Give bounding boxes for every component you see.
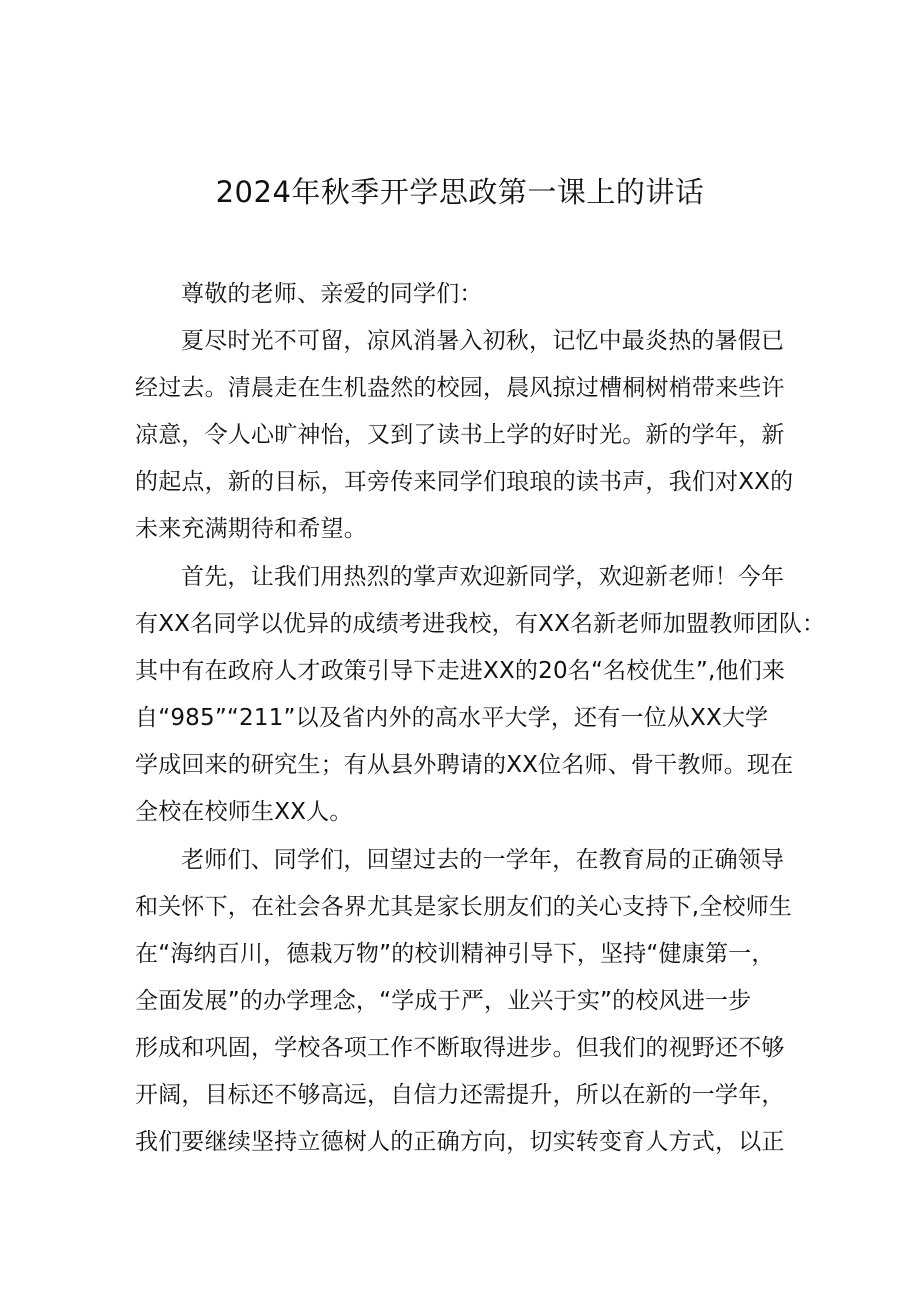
paragraph-2-line-5: 学成回来的研究生；有从县外聘请的XX位名师、骨干教师。现在 — [135, 752, 794, 778]
paragraph-3-line-4: 全面发展”的办学理念，“学成于严，业兴于实”的校风进一步 — [135, 988, 752, 1014]
paragraph-1-line-5: 未来充满期待和希望。 — [135, 516, 367, 542]
paragraph-2-line-2: 有XX名同学以优异的成绩考进我校，有XX名新老师加盟教师团队： — [135, 611, 826, 637]
paragraph-1-line-2: 经过去。清晨走在生机盎然的校园，晨风掠过槽桐树梢带来些许 — [135, 375, 785, 401]
paragraph-3-line-5: 形成和巩固，学校各项工作不断取得进步。但我们的视野还不够 — [135, 1035, 785, 1061]
paragraph-1-line-1: 夏尽时光不可留，凉风消暑入初秋，记忆中最炎热的暑假已 — [181, 328, 785, 354]
paragraph-3-line-3: 在“海纳百川，德栽万物”的校训精神引导下，坚持“健康第一， — [135, 941, 775, 967]
paragraph-2-line-6: 全校在校师生XX人。 — [135, 799, 353, 825]
paragraph-2-line-4: 自“985”“211”以及省内外的高水平大学，还有一位从XX大学 — [135, 705, 769, 731]
paragraph-2-line-1: 首先，让我们用热烈的掌声欢迎新同学，欢迎新老师！今年 — [181, 564, 785, 590]
paragraph-2-line-3: 其中有在政府人才政策引导下走进XX的20名“名校优生”,他们来 — [135, 658, 786, 684]
paragraph-1-line-3: 凉意，令人心旷神怡，又到了读书上学的好时光。新的学年，新 — [135, 422, 785, 448]
paragraph-3-line-2: 和关怀下，在社会各界尤其是家长朋友们的关心支持下,全校师生 — [135, 894, 793, 920]
greeting-line: 尊敬的老师、亲爱的同学们： — [181, 281, 483, 307]
paragraph-3-line-7: 我们要继续坚持立德树人的正确方向，切实转变育人方式，以正 — [135, 1129, 785, 1155]
paragraph-3-line-6: 开阔，目标还不够高远，自信力还需提升，所以在新的一学年， — [135, 1082, 785, 1108]
paragraph-3-line-1: 老师们、同学们，回望过去的一学年，在教育局的正确领导 — [181, 847, 785, 873]
document-title: 2024年秋季开学思政第一课上的讲话 — [215, 175, 705, 209]
paragraph-1-line-4: 的起点，新的目标，耳旁传来同学们琅琅的读书声，我们对XX的 — [135, 469, 794, 495]
